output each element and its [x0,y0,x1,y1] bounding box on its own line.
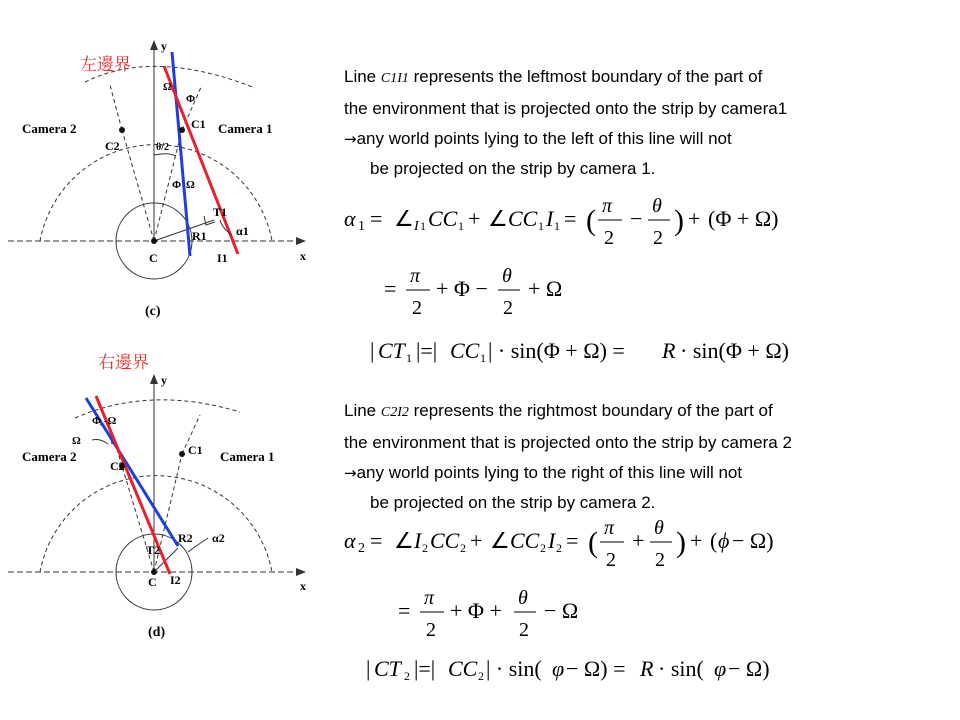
svg-text:+ Φ −: + Φ − [436,276,488,301]
svg-text:+ Ω: + Ω [528,276,563,301]
svg-text:I: I [414,528,422,553]
alpha1-label: α1 [236,224,249,238]
svg-text:=: = [384,276,397,301]
svg-text:(: ( [586,204,596,237]
phi-minus-omega-label: Φ -Ω [92,415,117,427]
svg-text:∠: ∠ [488,206,508,231]
svg-text:2: 2 [426,619,436,641]
svg-text:α: α [344,206,356,231]
svg-text:CC: CC [430,528,460,553]
line-c1-blue [172,52,190,256]
para1-line3: any world points lying to the left of this line will not [356,129,732,148]
r1-label: R1 [192,229,207,243]
r2-label: R2 [178,531,193,545]
line-word: Line [344,401,377,420]
svg-text:1: 1 [458,219,464,233]
svg-text:+ Φ +: + Φ + [450,598,502,623]
svg-text:I: I [414,219,419,234]
svg-text:1: 1 [406,351,412,365]
para1-line1: represents the leftmost boundary of the part of [413,67,763,86]
paragraph-right-boundary [344,396,944,518]
svg-text:+: + [468,206,481,231]
svg-text:π: π [424,587,435,609]
svg-text:2: 2 [503,297,513,319]
t1-label: T1 [213,205,228,219]
svg-text:2: 2 [422,541,428,555]
svg-text:2: 2 [519,619,529,641]
svg-text:=: = [564,206,577,231]
svg-text:θ: θ [652,195,662,217]
svg-text:φ: φ [714,656,727,681]
paragraph-left-boundary [344,62,944,184]
omega-top-label: Ω [163,81,172,93]
svg-text:− Ω): − Ω) [732,528,774,553]
theta-half-label: θ/2 [156,142,169,153]
svg-text:2: 2 [412,297,422,319]
alpha2-label: α2 [212,531,225,545]
svg-text:R: R [662,338,676,363]
equation-alpha1 [340,192,840,257]
svg-text:+: + [632,528,645,553]
svg-text:2: 2 [556,541,562,555]
svg-text:CC: CC [508,206,538,231]
svg-text:2: 2 [358,541,365,556]
svg-text:|: | [366,656,371,681]
svg-text:θ: θ [654,517,664,539]
para2-line3: any world points lying to the right of this line will not [356,463,743,482]
i1-label: I1 [217,251,228,265]
equation-ct2 [362,648,852,693]
svg-text:1: 1 [480,351,486,365]
camera1-label: Camera 1 [220,449,275,464]
camera2-label: Camera 2 [22,449,77,464]
svg-text:(Φ + Ω): (Φ + Ω) [708,206,779,231]
para1-line4: be projected on the strip by camera 1. [370,159,656,178]
right-boundary-label: 右邊界 [98,353,149,373]
svg-text:φ: φ [552,656,565,681]
equation-alpha1-simplified [380,262,620,327]
svg-text:∠: ∠ [394,206,414,231]
para1-line2: the environment that is projected onto the strip by camera1 [344,99,788,118]
phi-mid-label: Φ [172,179,182,191]
svg-text:(: ( [588,526,598,559]
svg-text:|: | [370,338,375,363]
svg-text:2: 2 [606,549,616,571]
svg-text:∠: ∠ [394,528,414,553]
svg-text:|=|: |=| [414,656,436,681]
svg-text:· sin(Φ + Ω): · sin(Φ + Ω) [680,338,789,363]
svg-text:· sin(: · sin( [658,656,704,681]
axis-y-label: y [161,373,167,387]
line-word: Line [344,67,377,86]
para2-line2: the environment that is projected onto the strip by camera 2 [344,433,792,452]
svg-text:+: + [688,206,701,231]
svg-text:I: I [546,206,554,231]
svg-text:CT: CT [374,656,401,681]
svg-text:| · sin(: | · sin( [486,656,542,681]
svg-text:I: I [548,528,556,553]
svg-text:| · sin(Φ + Ω) =: | · sin(Φ + Ω) = [488,338,625,363]
svg-text:R: R [640,656,654,681]
svg-text:): ) [676,526,686,559]
equation-alpha2 [340,514,840,579]
phi-top-label: Φ [186,93,196,105]
svg-text:θ: θ [502,265,512,287]
svg-text:2: 2 [460,541,466,555]
camera2-label: Camera 2 [22,121,77,136]
line-name-c2i2: C2I2 [380,405,409,420]
svg-text:CC: CC [448,656,478,681]
svg-text:1: 1 [358,219,365,234]
camera1-label: Camera 1 [218,121,273,136]
left-boundary-label: 左邊界 [80,55,131,75]
c2-label: C2 [105,139,120,153]
equation-alpha2-simplified [394,584,634,649]
svg-text:α: α [344,528,356,553]
i2-label: I2 [170,573,181,587]
caption-c: (c) [145,304,161,319]
equation-ct1 [366,330,846,375]
svg-text:CC: CC [450,338,480,363]
svg-text:(: ( [710,528,718,553]
c1-label: C1 [188,443,203,457]
svg-text:): ) [674,204,684,237]
c2-label: C2 [110,459,125,473]
svg-text:+: + [470,528,483,553]
c1-label: C1 [191,117,206,131]
svg-text:1: 1 [554,219,560,233]
outer-circle [40,476,272,572]
svg-text:CC: CC [510,528,540,553]
t2-label: T2 [146,543,161,557]
svg-text:=: = [398,598,411,623]
para2-line1: represents the rightmost boundary of the part of [413,401,773,420]
svg-text:π: π [604,517,615,539]
svg-text:∠: ∠ [490,528,510,553]
figure-c [0,30,330,325]
svg-text:θ: θ [518,587,528,609]
svg-text:2: 2 [604,227,614,249]
para2-line4: be projected on the strip by camera 2. [370,493,656,512]
svg-text:−: − [630,206,643,231]
svg-text:=: = [566,528,579,553]
svg-text:2: 2 [655,549,665,571]
svg-text:2: 2 [478,669,484,683]
svg-text:1: 1 [420,219,426,233]
line-c1i1-red [164,66,238,254]
figure-d [0,370,330,650]
svg-text:π: π [602,195,613,217]
axis-x-label: x [300,579,306,593]
svg-text:=: = [370,528,383,553]
caption-d: (d) [148,625,166,640]
c-label: C [149,251,158,265]
svg-text:− Ω) =: − Ω) = [566,656,626,681]
axis-y-label: y [161,39,167,53]
svg-text:|=|: |=| [416,338,438,363]
svg-text:− Ω: − Ω [544,598,579,623]
svg-text:2: 2 [653,227,663,249]
line-name-c1i1: C1I1 [380,71,409,86]
c-label: C [148,575,157,589]
svg-text:=: = [370,206,383,231]
axis-x-label: x [300,249,306,263]
svg-text:− Ω): − Ω) [728,656,770,681]
svg-text:ϕ: ϕ [718,528,730,553]
svg-text:+: + [690,528,703,553]
rightwards-arrow-icon: → [344,130,357,148]
omega-label: Ω [72,435,81,447]
svg-text:π: π [410,265,421,287]
svg-text:1: 1 [538,219,544,233]
omega-mid-label: Ω [186,179,195,191]
svg-text:2: 2 [404,669,410,683]
svg-text:2: 2 [540,541,546,555]
svg-text:CC: CC [428,206,458,231]
rightwards-arrow-icon: → [344,464,357,482]
svg-text:CT: CT [378,338,405,363]
